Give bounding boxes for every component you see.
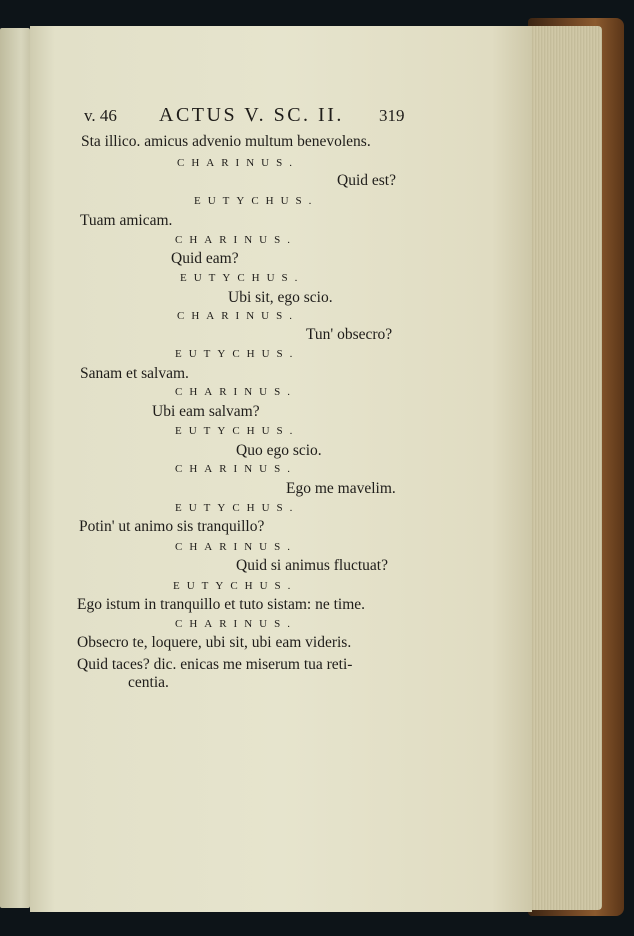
verse-number: v. 46 (84, 106, 117, 125)
text-line: Quid si animus fluctuat? (236, 557, 388, 574)
text-line: Tuam amicam. (80, 212, 173, 229)
text-line: Quo ego scio. (236, 442, 322, 459)
book-page (30, 26, 532, 912)
speaker-label: EUTYCHUS. (180, 272, 305, 284)
text-line: Ego me mavelim. (286, 480, 396, 497)
speaker-label: CHARINUS. (175, 463, 297, 475)
text-line: Ubi eam salvam? (152, 403, 260, 420)
text-line: Quid eam? (171, 250, 239, 267)
speaker-label: CHARINUS. (175, 541, 297, 553)
speaker-label: CHARINUS. (175, 234, 297, 246)
speaker-label: CHARINUS. (175, 386, 297, 398)
text-line: Obsecro te, loquere, ubi sit, ubi eam videris. (77, 634, 352, 651)
text-line: Sanam et salvam. (80, 365, 189, 382)
text-line: Sta illico. amicus advenio multum benevolens. (81, 133, 371, 150)
text-line: Tun' obsecro? (306, 326, 393, 343)
speaker-label: CHARINUS. (177, 310, 299, 322)
text-line: Quid taces? dic. enicas me miserum tua reti- (77, 656, 353, 673)
speaker-label: EUTYCHUS. (175, 425, 300, 437)
speaker-label: CHARINUS. (177, 157, 299, 169)
speaker-label: CHARINUS. (175, 618, 297, 630)
text-line: centia. (128, 674, 169, 691)
speaker-label: EUTYCHUS. (175, 502, 300, 514)
running-title: ACTUS V. SC. II. (159, 104, 344, 126)
page-edges (520, 26, 602, 910)
left-page-edge (0, 28, 30, 908)
speaker-label: EUTYCHUS. (194, 195, 319, 207)
speaker-label: EUTYCHUS. (175, 348, 300, 360)
speaker-label: EUTYCHUS. (173, 580, 298, 592)
text-line: Ego istum in tranquillo et tuto sistam: ne time. (77, 596, 366, 613)
text-line: Ubi sit, ego scio. (228, 289, 333, 306)
text-line: Potin' ut animo sis tranquillo? (79, 518, 265, 535)
page-number: 319 (379, 106, 405, 125)
text-line: Quid est? (337, 172, 396, 189)
